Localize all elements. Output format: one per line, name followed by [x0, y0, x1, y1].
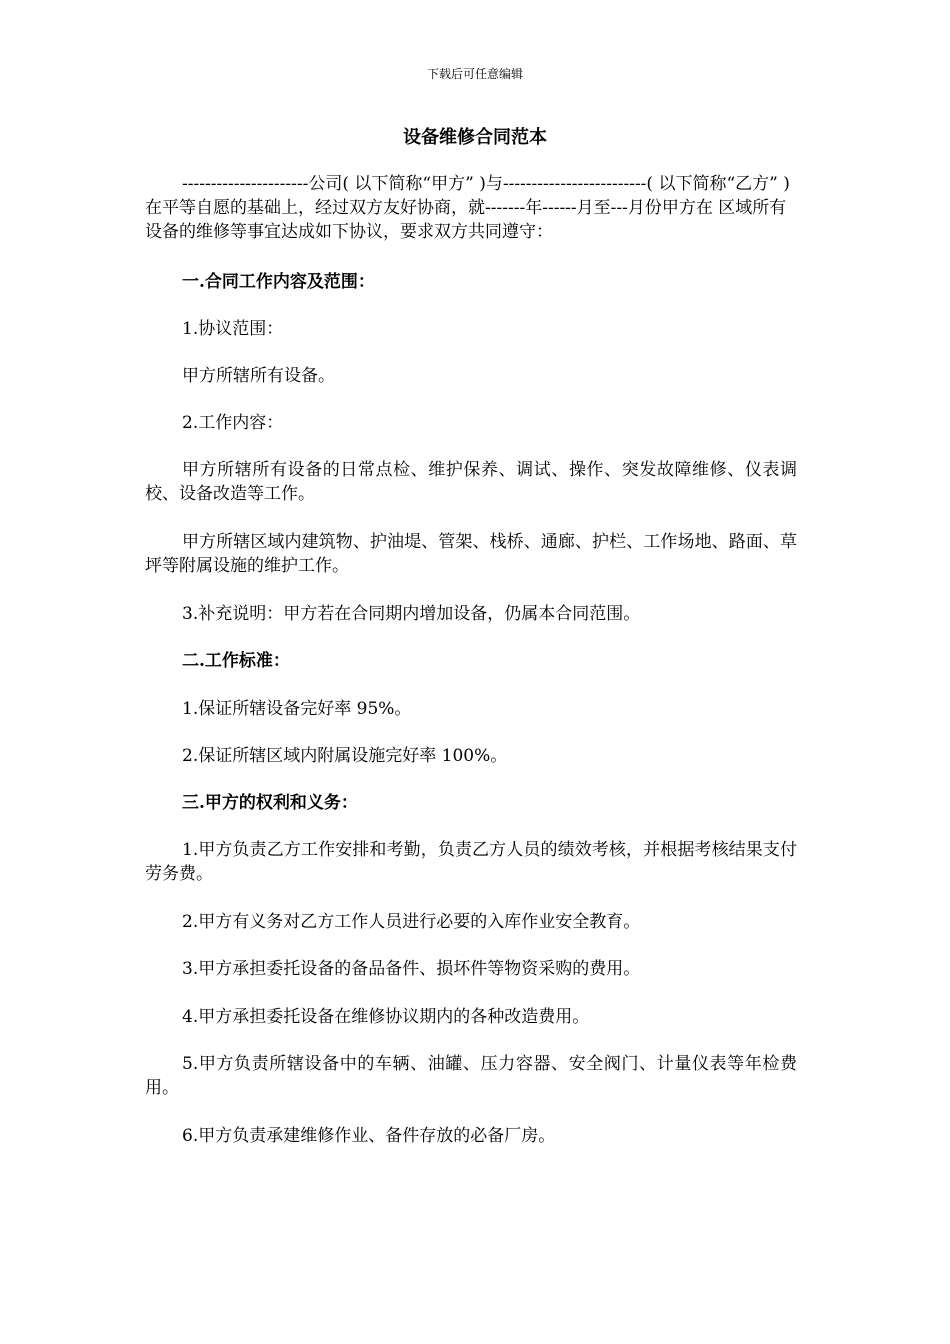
section-1-item-2: 2.工作内容： [182, 413, 284, 433]
header-note: 下载后可任意编辑 [426, 67, 523, 81]
document-title: 设备维修合同范本 [403, 127, 547, 148]
section-1-item-2-text-a: 甲方所辖所有设备的日常点检、维护保养、调试、操作、突发故障维修、仪表调校、设备改造等工作。 [145, 460, 797, 504]
section-3-item-5: 5.甲方负责所辖设备中的车辆、油罐、压力容器、安全阀门、计量仪表等年检费用。 [145, 1054, 797, 1098]
section-3-heading: 三.甲方的权利和义务： [182, 793, 358, 813]
section-3-item-3: 3.甲方承担委托设备的备品备件、损坏件等物资采购的费用。 [182, 959, 641, 979]
section-3-item-6: 6.甲方负责承建维修作业、备件存放的必备厂房。 [182, 1126, 556, 1146]
section-1-item-3: 3.补充说明：甲方若在合同期内增加设备，仍属本合同范围。 [182, 604, 641, 624]
section-1-heading: 一.合同工作内容及范围： [182, 272, 375, 292]
section-1-item-1-text: 甲方所辖所有设备。 [182, 366, 335, 386]
section-1-item-1: 1.协议范围： [182, 319, 284, 339]
section-2-heading: 二.工作标准： [182, 651, 290, 671]
section-2-item-1: 1.保证所辖设备完好率 95%。 [182, 699, 412, 719]
section-1-item-2-text-b: 甲方所辖区域内建筑物、护油堤、管架、栈桥、通廊、护栏、工作场地、路面、草坪等附属设施的维护工作。 [145, 532, 797, 576]
section-2-item-2: 2.保证所辖区域内附属设施完好率 100%。 [182, 746, 508, 766]
intro-paragraph: ----------------------公司( 以下简称“甲方” )与-------------------------( 以下简称“乙方” )在平等自愿的基础上，经过双方友好协商，就-------年------月至---月份甲方在 区域所有设备的维修等事宜达成如下协议，要求双方共同遵守： [145, 174, 790, 242]
section-3-item-1: 1.甲方负责乙方工作安排和考勤，负责乙方人员的绩效考核，并根据考核结果支付劳务费。 [145, 840, 797, 884]
section-3-item-4: 4.甲方承担委托设备在维修协议期内的各种改造费用。 [182, 1007, 590, 1027]
section-3-item-2: 2.甲方有义务对乙方工作人员进行必要的入库作业安全教育。 [182, 912, 641, 932]
